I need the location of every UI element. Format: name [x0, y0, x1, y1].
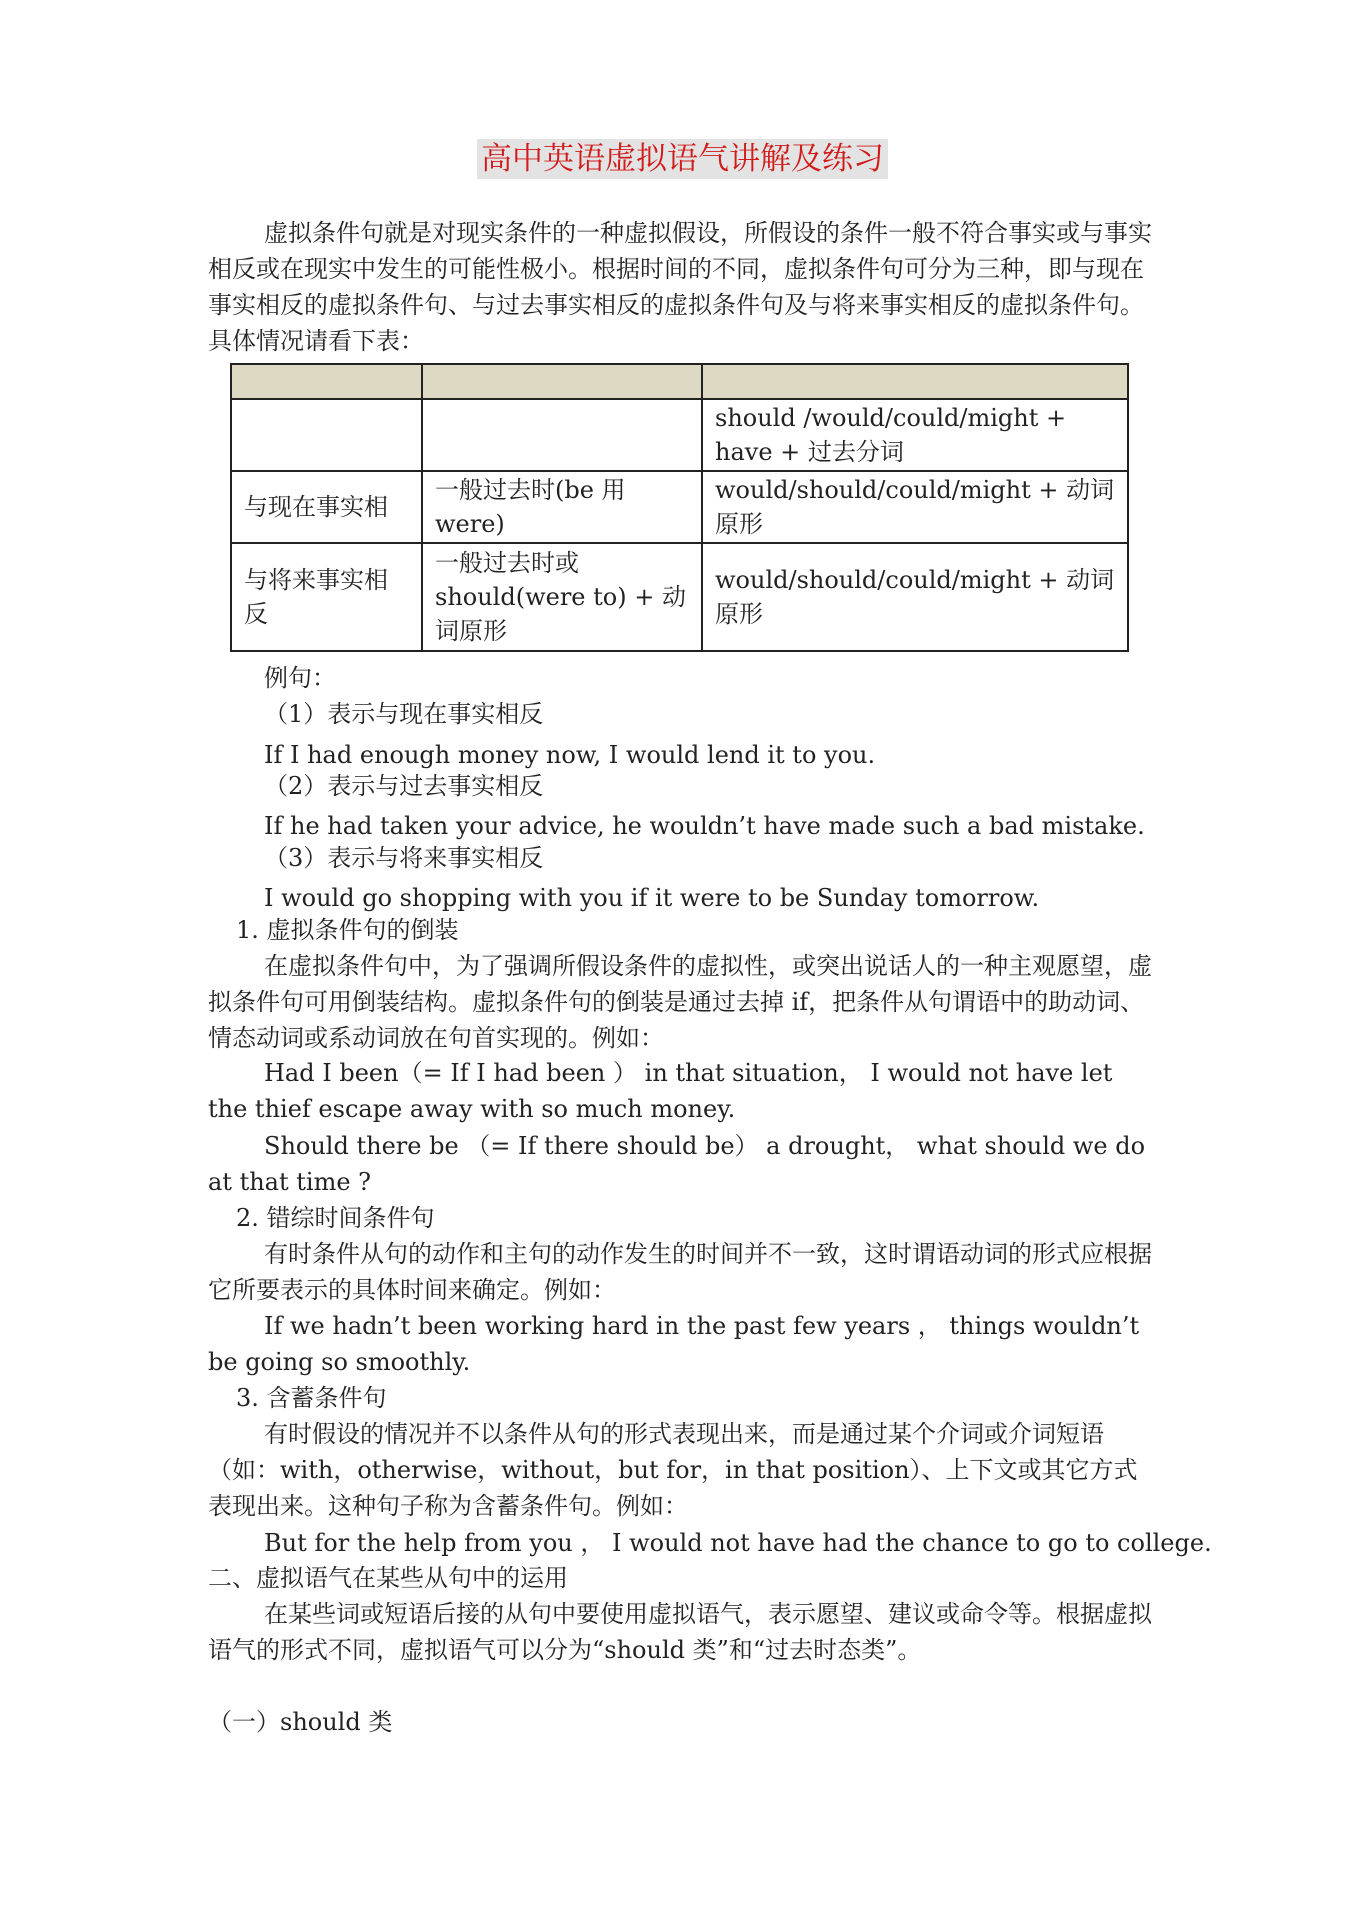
example-2-text: If he had taken your advice, he wouldn’t have made such a bad mistake. [264, 812, 1145, 840]
section-1-example-b [208, 1128, 1158, 1200]
table-cell [231, 399, 422, 471]
section-2-example [208, 1308, 1158, 1380]
example-1-text: If I had enough money now, I would lend it to you. [264, 741, 876, 769]
example-3-label: （3）表示与将来事实相反 [264, 844, 544, 872]
table-cell: 一般过去时或 should(were to) + 动词原形 [422, 543, 702, 651]
table-cell: 一般过去时(be 用 were) [422, 471, 702, 543]
section-1-example-a [208, 1055, 1158, 1127]
document-title: 高中英语虚拟语气讲解及练习 [477, 139, 888, 179]
intro-text: 虚拟条件句就是对现实条件的一种虚拟假设，所假设的条件一般不符合事实或与事实相反或在现实中发生的可能性极小。根据时间的不同，虚拟条件句可分为三种，即与现在事实相反的虚拟条件句、与过去事实相反的虚拟条件句及与将来事实相反的虚拟条件句。具体情况请看下表： [208, 219, 1152, 355]
example-1-label: （1）表示与现在事实相反 [264, 700, 544, 728]
table-cell: 与将来事实相反 [231, 543, 422, 651]
section-3-heading: 3. 含蓄条件句 [236, 1384, 387, 1412]
table-cell: would/should/could/might + 动词原形 [702, 471, 1128, 543]
intro-paragraph [208, 215, 1158, 359]
section-2-heading: 2. 错综时间条件句 [236, 1204, 435, 1232]
part-2-heading: 二、虚拟语气在某些从句中的运用 [208, 1564, 568, 1592]
table-cell: should /would/could/might + have + 过去分词 [702, 399, 1128, 471]
part-2-paragraph [208, 1596, 1158, 1668]
table-row [231, 543, 1128, 651]
section-2-text: 有时条件从句的动作和主句的动作发生的时间并不一致，这时谓语动词的形式应根据它所要表示的具体时间来确定。例如： [208, 1240, 1152, 1304]
examples-label: 例句： [264, 664, 336, 692]
section-2-paragraph [208, 1236, 1158, 1308]
table-cell [422, 399, 702, 471]
section-1-example-b-text: Should there be （= If there should be） a drought， what should we do at that time ? [208, 1132, 1146, 1196]
table-header-cell [231, 364, 422, 399]
section-1-paragraph [208, 948, 1158, 1056]
table-row [231, 471, 1128, 543]
example-2-label: （2）表示与过去事实相反 [264, 772, 544, 800]
section-3-text: 有时假设的情况并不以条件从句的形式表现出来，而是通过某个介词或介词短语（如：with，otherwise，without，but for，in that position）、上下文或其它方式表现出来。这种句子称为含蓄条件句。例如： [208, 1420, 1138, 1520]
table-header-cell [422, 364, 702, 399]
section-2-example-text: If we hadn’t been working hard in the past few years ， things wouldn’t be going so smoothly. [208, 1312, 1140, 1376]
part-2-subheading: （一）should 类 [208, 1708, 393, 1736]
section-1-text: 在虚拟条件句中，为了强调所假设条件的虚拟性，或突出说话人的一种主观愿望，虚拟条件句可用倒装结构。虚拟条件句的倒装是通过去掉 if，把条件从句谓语中的助动词、情态动词或系动词放在句首实现的。例如： [208, 952, 1152, 1052]
conditional-table [230, 363, 1129, 652]
part-2-text: 在某些词或短语后接的从句中要使用虚拟语气，表示愿望、建议或命令等。根据虚拟语气的形式不同，虚拟语气可以分为“should 类”和“过去时态类”。 [208, 1600, 1152, 1664]
section-1-heading: 1. 虚拟条件句的倒装 [236, 916, 459, 944]
table-header-cell [702, 364, 1128, 399]
table-cell: 与现在事实相 [231, 471, 422, 543]
section-3-example: But for the help from you ， I would not have had the chance to go to college. [264, 1529, 1212, 1557]
table-row [231, 399, 1128, 471]
section-1-example-a-text: Had I been（= If I had been ） in that situation， I would not have let the thief escape away with so much money. [208, 1059, 1113, 1123]
table-cell: would/should/could/might + 动词原形 [702, 543, 1128, 651]
section-3-paragraph [208, 1416, 1158, 1524]
table-header-row [231, 364, 1128, 399]
example-3-text: I would go shopping with you if it were to be Sunday tomorrow. [264, 884, 1040, 912]
